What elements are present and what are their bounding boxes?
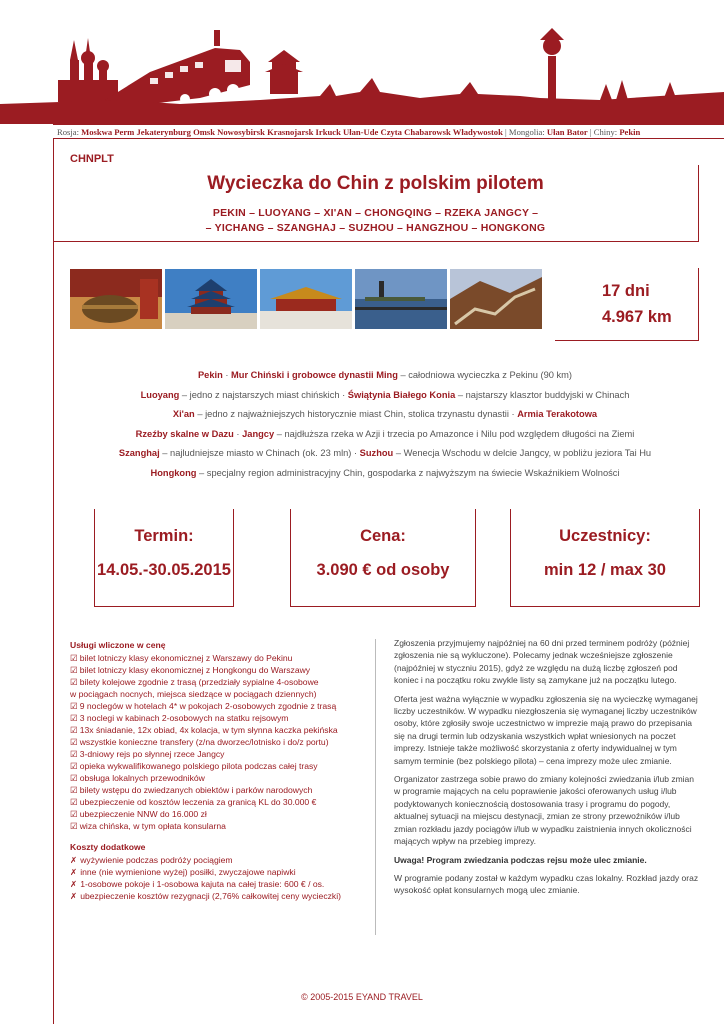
route-label-mongolia: Mongolia: (508, 127, 545, 137)
highlight-place: Rzeźby skalne w Dazu (135, 428, 234, 439)
terms-paragraph-registration: Zgłoszenia przyjmujemy najpóźniej na 60 dni przed terminem podróży (później zgłoszenia nie są wykluczone). Polecamy jednak wcześniejsze zgłoszenie (najpóźniej w styczniu 2015), gdyż ze względu na dużą liczbę zgłoszeń pod koniec i na początku roku zwykle listy są zamykane już na początku lutego. (394, 638, 690, 686)
service-item (70, 664, 370, 676)
photo-lake-pagoda (355, 269, 447, 329)
checkbox-checked-icon: ☑ (70, 713, 78, 723)
service-text: 9 noclegów w hotelach 4* w pokojach 2-osobowych zgodnie z trasą (79, 701, 337, 711)
service-text: wszystkie konieczne transfery (z/na dworzec/lotnisko i do/z portu) (79, 737, 329, 747)
costs-heading: Koszty dodatkowe (70, 842, 146, 852)
termin-label: Termin: (134, 527, 194, 545)
cross-mark-icon: ✗ (70, 879, 78, 889)
service-text: bilety kolejowe zgodnie z trasą (przedziały sypialne 4-osobowe (79, 677, 319, 687)
service-item (70, 736, 370, 748)
cross-mark-icon: ✗ (70, 891, 78, 901)
price-box (290, 509, 476, 607)
service-item (70, 772, 370, 784)
highlight-place: Pekin (197, 370, 223, 380)
service-item (70, 724, 370, 736)
highlight-text: – całodniowa wycieczka z Pekinu (90 km) (397, 370, 573, 380)
terms-warning: Uwaga! Program zwiedzania podczas rejsu może ulec zmianie. (394, 854, 647, 865)
highlight-place: Armia Terakotowa (517, 409, 598, 419)
highlight-place: Hongkong (150, 467, 197, 478)
highlight-text: – najludniejsze miasto w Chinach (ok. 23 mln) · (159, 448, 360, 458)
participants-value: min 12 / max 30 (544, 561, 666, 579)
service-item (70, 748, 370, 760)
terms-column (394, 637, 699, 903)
duration-box (555, 268, 699, 341)
highlight-place: Świątynia Białego Konia (347, 389, 456, 400)
service-text: 13x śniadanie, 12x obiad, 4x kolacja, w tym słynna kaczka pekińska (79, 725, 338, 735)
service-text: ubezpieczenie od kosztów leczenia za granicą KL do 30.000 € (79, 797, 317, 807)
trip-days: 17 dni (602, 282, 650, 300)
cost-item (70, 878, 370, 890)
highlight-text: – jedno z najstarszych miast chińskich · (179, 389, 348, 400)
highlight-place: Jangcy (242, 428, 275, 439)
service-item (70, 676, 370, 688)
highlight-place: Suzhou (359, 448, 394, 458)
photo-strip (70, 269, 542, 329)
cost-text: inne (nie wymienione wyżej) posiłki, zwyczajowe napiwki (80, 867, 296, 877)
checkbox-checked-icon: ☑ (70, 797, 78, 807)
title-box (53, 165, 699, 242)
highlight-text: – specjalny region administracyjny Chin, gospodarka z najwyższym na świecie Wskaźnikiem Wolności (196, 467, 620, 478)
highlight-text: – najdłuższa rzeka w Azji i trzecia po Amazonce i Nilu pod względem długości na Ziemi (274, 428, 635, 439)
service-text: 3-dniowy rejs po słynnej rzece Jangcy (79, 749, 225, 759)
service-item (70, 760, 370, 772)
highlight-line (70, 366, 700, 386)
highlight-text: – jedno z najważniejszych historycznie miast Chin, stolica trzynastu dynastii · (194, 409, 518, 419)
route-strip: Rosja: Moskwa Perm Jekaterynburg Omsk Nowosybirsk Krasnojarsk Irkuck Ułan-Ude Czyta Chabarowsk Władywostok | Mongolia: Ułan Bator | Chiny: Pekin (53, 124, 724, 139)
highlight-place: Xi'an (172, 409, 195, 419)
service-item (70, 712, 370, 724)
photo-forbidden-city-hall (260, 269, 352, 329)
route-label-russia: Rosja: (57, 127, 79, 137)
service-text: ubezpieczenie NNW do 16.000 zł (79, 809, 207, 819)
route-label-china: Chiny: (593, 127, 618, 137)
checkbox-checked-icon: ☑ (70, 785, 78, 795)
cost-text: ubezpieczenie kosztów rezygnacji (2,76% całkowitej ceny wycieczki) (80, 891, 341, 901)
service-item (70, 796, 370, 808)
highlight-text: · (222, 370, 232, 380)
highlights-list (70, 366, 700, 483)
route-line-2: – YICHANG – SZANGHAJ – SUZHOU – HANGZHOU – HONGKONG (205, 222, 546, 234)
route-cities-china: Pekin (619, 127, 641, 137)
checkbox-checked-icon: ☑ (70, 809, 78, 819)
highlight-line (70, 464, 700, 484)
terms-paragraph-organizer: Organizator zastrzega sobie prawo do zmiany kolejności zwiedzania i/lub zmian w programie mających na celu poprawienie jakości oferowanych usług i/lub podyktowanych koniecznością dostosowania trasy i programu do pogody, aktualnej sytuacji na miejscu destynacji, zmian ze strony przewoźników i/lub zmian rozkładu jazdy pociągów i/lub w wypadku zaistnienia innych okoliczności mających wpływ na przebieg imprezy. (394, 774, 695, 847)
price-label: Cena: (360, 527, 406, 545)
services-column (70, 639, 370, 902)
photo-temple-of-heaven (165, 269, 257, 329)
services-list (70, 652, 370, 832)
trip-distance: 4.967 km (602, 308, 672, 326)
terms-paragraph-participants: Oferta jest ważna wyłącznie w wypadku zgłoszenia się na wycieczkę wymaganej liczby uczestników. W wypadku niezgłoszenia się wymaganej liczby uczestników osoby, które zgłosiły swoje uczestnictwo w imprezie mają prawo do przepisania się na drugi termin lub odzyskania wszystkich wpłat wniesionych na poczet imprezy. Istnieje także możliwość skorzystania z oferty indywidualnej w tym samym terminie (bez polskiego pilota) – cena imprezy może ulec zmianie. (394, 693, 698, 766)
checkbox-checked-icon: ☑ (70, 749, 78, 759)
checkbox-checked-icon: ☑ (70, 665, 78, 675)
highlight-line (70, 425, 700, 445)
checkbox-checked-icon: ☑ (70, 821, 78, 831)
route-cities-russia: Moskwa Perm Jekaterynburg Omsk Nowosybirsk Krasnojarsk Irkuck Ułan-Ude Czyta Chabarowsk Władywostok (81, 127, 503, 137)
left-divider-line (53, 139, 54, 1024)
termin-box (94, 509, 234, 607)
cross-mark-icon: ✗ (70, 867, 78, 877)
terms-paragraph-local-time: W programie podany został w każdym wypadku czas lokalny. Rozkład jazdy oraz wysokość opłat konsularnych mogą ulec zmianie. (394, 872, 699, 896)
checkbox-checked-icon: ☑ (70, 653, 78, 663)
service-item (70, 700, 370, 712)
service-text: wiza chińska, w tym opłata konsularna (79, 821, 226, 831)
service-text: bilet lotniczy klasy ekonomicznej z Hongkongu do Warszawy (79, 665, 311, 675)
service-text: bilety wstępu do zwiedzanych obiektów i parków narodowych (79, 785, 313, 795)
highlight-text: – najstarszy klasztor buddyjski w Chinach (455, 389, 630, 400)
highlight-place: Mur Chiński i grobowce dynastii Ming (231, 370, 398, 380)
service-text: obsługa lokalnych przewodników (79, 773, 205, 783)
tour-code: CHNPLT (70, 153, 114, 165)
cost-text: 1-osobowe pokoje i 1-osobowa kajuta na całej trasie: 600 € / os. (80, 879, 325, 889)
cross-mark-icon: ✗ (70, 855, 78, 865)
checkbox-checked-icon: ☑ (70, 701, 78, 711)
services-heading: Usługi wliczone w cenę (70, 640, 166, 650)
header-banner-illustration (0, 0, 724, 124)
cost-item (70, 854, 370, 866)
footer-copyright: © 2005-2015 EYAND TRAVEL (301, 992, 423, 1002)
cost-text: wyżywienie podczas podróży pociągiem (80, 855, 233, 865)
page-title: Wycieczka do Chin z polskim pilotem (207, 173, 544, 194)
highlight-line (70, 444, 700, 464)
service-item (70, 784, 370, 796)
checkbox-checked-icon: ☑ (70, 737, 78, 747)
cost-item (70, 866, 370, 878)
highlight-text: – Wenecja Wschodu w delcie Jangcy, w pobliżu jeziora Tai Hu (393, 448, 652, 458)
column-divider (375, 639, 376, 935)
photo-great-wall (450, 269, 542, 329)
service-text: bilet lotniczy klasy ekonomicznej z Warszawy do Pekinu (79, 653, 293, 663)
price-value: 3.090 € od osoby (316, 561, 450, 579)
highlight-line (70, 386, 700, 406)
service-item (70, 652, 370, 664)
checkbox-checked-icon: ☑ (70, 677, 78, 687)
costs-list (70, 854, 370, 902)
cost-item (70, 890, 370, 902)
highlight-place: Luoyang (140, 389, 180, 400)
participants-box (510, 509, 700, 607)
service-text: w pociągach nocnych, miejsca siedzące w pociągach dziennych) (70, 689, 317, 699)
checkbox-checked-icon: ☑ (70, 773, 78, 783)
service-item (70, 820, 370, 832)
participants-label: Uczestnicy: (559, 527, 651, 545)
termin-value: 14.05.-30.05.2015 (97, 561, 231, 579)
service-text: opieka wykwalifikowanego polskiego pilota podczas całej trasy (79, 761, 318, 771)
service-item (70, 688, 370, 700)
route-cities-mongolia: Ułan Bator (546, 127, 588, 137)
service-item (70, 808, 370, 820)
highlight-line (70, 405, 700, 425)
photo-forbidden-city-cauldron (70, 269, 162, 329)
route-line-1: PEKIN – LUOYANG – XI'AN – CHONGQING – RZEKA JANGCY – (212, 207, 539, 219)
checkbox-checked-icon: ☑ (70, 761, 78, 771)
checkbox-checked-icon: ☑ (70, 725, 78, 735)
highlight-place: Szanghaj (118, 448, 160, 458)
service-text: 3 noclegi w kabinach 2-osobowych na statku rejsowym (79, 713, 289, 723)
highlight-text: · (233, 428, 243, 439)
